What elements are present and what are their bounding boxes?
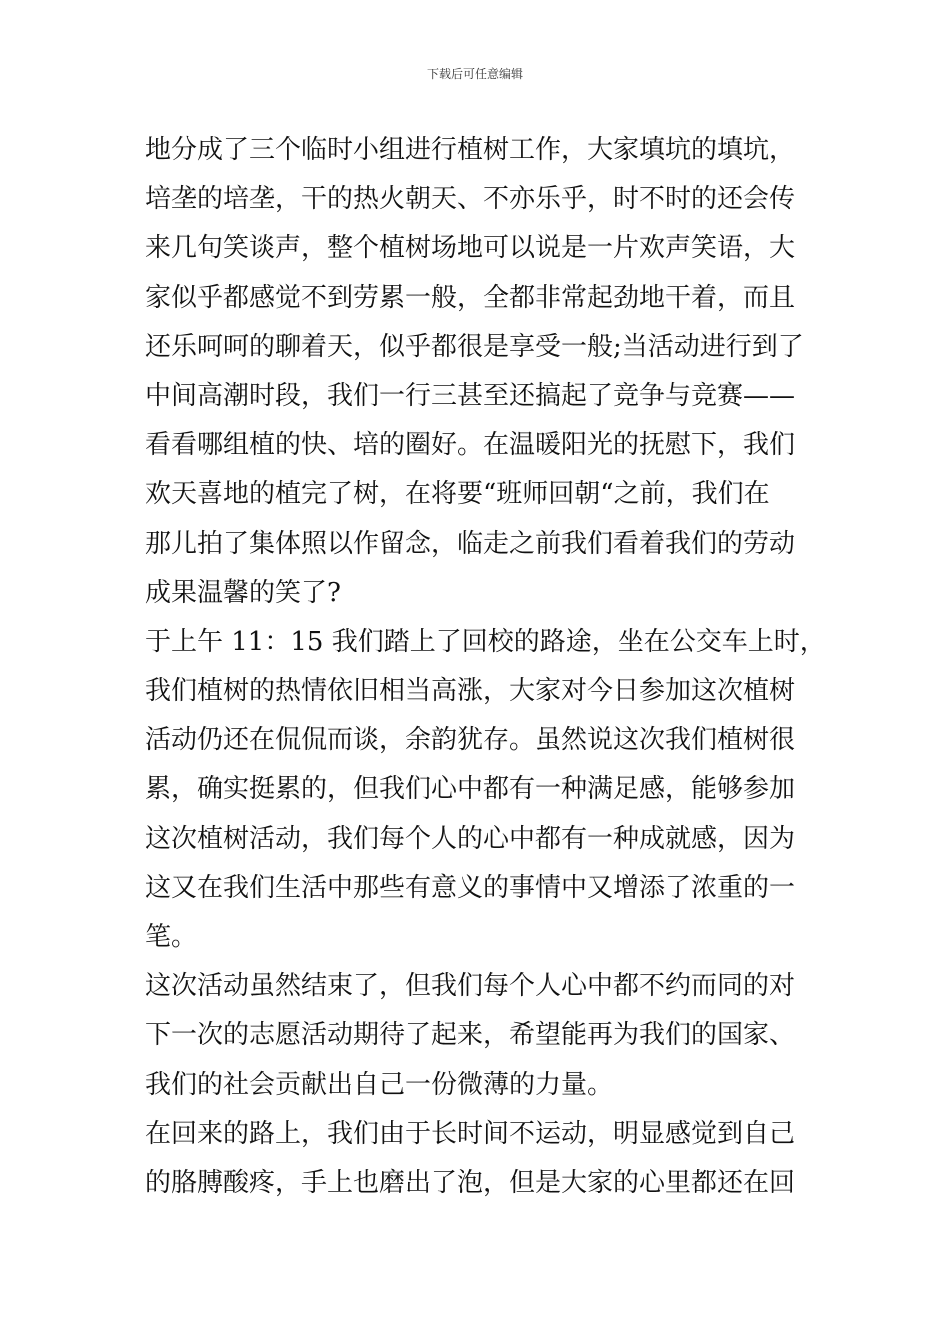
text-line: 这次植树活动，我们每个人的心中都有一种成就感，因为	[145, 823, 796, 854]
text-line: 的胳膊酸疼，手上也磨出了泡，但是大家的心里都还在回	[145, 1167, 796, 1198]
text-line: 累，确实挺累的，但我们心中都有一种满足感，能够参加	[145, 774, 796, 805]
text-line: 地分成了三个临时小组进行植树工作，大家填坑的填坑，	[145, 135, 796, 165]
text-line: 中间高潮时段，我们一行三甚至还搞起了竞争与竞赛——	[145, 380, 796, 411]
text-line: 我们的社会贡献出自己一份微薄的力量。	[145, 1069, 614, 1100]
text-line: 笔。	[145, 922, 198, 952]
text-line: 欢天喜地的植完了树，在将要“班师回朝“之前，我们在	[145, 479, 770, 510]
document-body	[145, 126, 826, 1208]
text-line: 下一次的志愿活动期待了起来，希望能再为我们的国家、	[145, 1020, 796, 1051]
text-line: 那儿拍了集体照以作留念，临走之前我们看着我们的劳动	[145, 528, 796, 559]
page-header: 下载后可任意编辑	[426, 67, 523, 81]
text-line: 这次活动虽然结束了，但我们每个人心中都不约而同的对	[145, 971, 796, 1002]
paragraph-1	[145, 126, 809, 618]
text-line: 活动仍还在侃侃而谈，余韵犹存。虽然说这次我们植树很	[145, 725, 796, 756]
text-line: 看看哪组植的快、培的圈好。在温暖阳光的抚慰下，我们	[145, 430, 796, 461]
text-line: 我们植树的热情依旧相当高涨，大家对今日参加这次植树	[145, 676, 796, 707]
text-line: 还乐呵呵的聊着天，似乎都很是享受一般;当活动进行到了	[145, 331, 804, 362]
text-line: 来几句笑谈声，整个植树场地可以说是一片欢声笑语，大	[145, 233, 796, 264]
paragraph-4	[145, 1110, 809, 1208]
text-line: 在回来的路上，我们由于长时间不运动，明显感觉到自己	[145, 1118, 796, 1149]
paragraph-3	[145, 962, 809, 1110]
text-line: 家似乎都感觉不到劳累一般，全都非常起劲地干着，而且	[145, 282, 796, 313]
text-line: 于上午 11：15 我们踏上了回校的路途，坐在公交车上时，	[145, 626, 826, 657]
text-line: 成果温馨的笑了?	[145, 577, 341, 608]
text-line: 这又在我们生活中那些有意义的事情中又增添了浓重的一	[145, 872, 796, 903]
text-line: 培垄的培垄，干的热火朝天、不亦乐乎，时不时的还会传	[145, 184, 796, 215]
paragraph-2	[145, 618, 826, 962]
